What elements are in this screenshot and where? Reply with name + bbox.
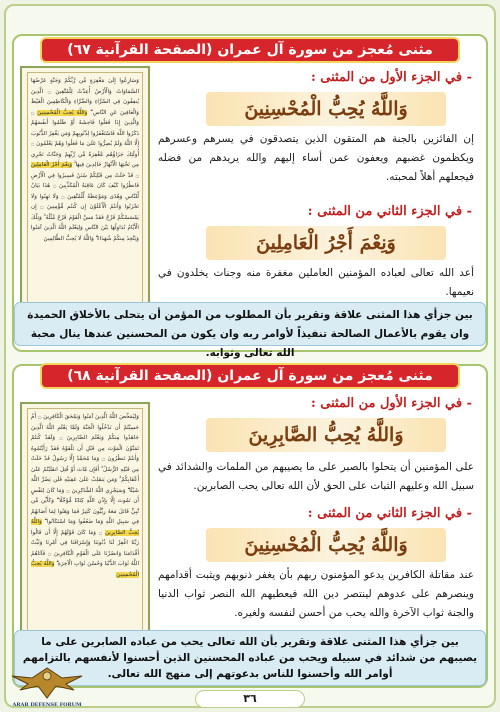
quran-text: وَسَارِعُوا إِلَىٰ مَغْفِرَةٍ مِّن رَّبِّكُمْ وَجَنَّةٍ عَرْضُهَا السَّمَاوَاتُ وَالْأَرْضُ أُعِدَّتْ لِلْمُتَّقِينَ ۝ الَّذِينَ يُنفِقُونَ فِي السَّرَّاءِ وَالضَّرَّاءِ وَالْكَاظِمِينَ الْغَيْظَ وَالْعَافِينَ عَنِ النَّاسِ ۗ — [31, 78, 140, 116]
part2-explanation: عند مقاتلة الكافرين يدعو المؤمنون ربهم بأن يغفر ذنوبهم ويثبت أقدامهم وينصرهم على عدوهم لينتصر دين الله فيعطيهم الله النصر ثواب الدنيا والجنة ثواب الآخرة والله يحب من أحسن لنفسه ولغيره. — [158, 569, 474, 619]
part2-verse: وَاللَّهُ يُحِبُّ الْمُحْسِنِينَ — [206, 528, 446, 562]
page-number: ٣٦ — [195, 690, 305, 708]
part1-explanation: إن الفائزين بالجنة هم المتقون الذين يتصدقون في يسرهم وعسرهم ويكظمون غضبهم ويعفون عمن أساء إليهم والله يريدهم من فضله فيجعلهم أهلاً لمحبته. — [158, 133, 474, 183]
part1-verse: وَاللَّهُ يُحِبُّ الصَّابِرِينَ — [206, 418, 446, 452]
quran-text: ۝ قَدْ خَلَتْ مِن قَبْلِكُمْ سُنَنٌ فَسِيرُوا فِي الْأَرْضِ فَانظُرُوا كَيْفَ كَانَ عَاقِبَةُ الْمُكَذِّبِينَ ۝ هَٰذَا بَيَانٌ لِّلنَّاسِ وَهُدًى وَمَوْعِظَةٌ لِّلْمُتَّقِينَ ۝ وَلَا تَهِنُوا وَلَا تَحْزَنُوا وَأَنتُمُ الْأَعْلَوْنَ إِن كُنتُم مُّؤْمِنِينَ ۝ إِن يَمْسَسْكُمْ قَرْحٌ فَقَدْ مَسَّ الْقَوْمَ قَرْحٌ مِّثْلُهُ ۚ وَتِلْكَ الْأَيَّامُ نُدَاوِلُهَا بَيْنَ النَّاسِ وَلِيَعْلَمَ اللَّهُ الَّذِينَ آمَنُوا وَيَتَّخِذَ مِنكُمْ شُهَدَاءَ ۗ وَاللَّهُ لَا يُحِبُّ الظَّالِمِينَ — [31, 172, 139, 242]
part2-verse: وَنِعْمَ أَجْرُ الْعَامِلِينَ — [206, 226, 446, 260]
part1-verse: وَاللَّهُ يُحِبُّ الْمُحْسِنِينَ — [206, 92, 446, 126]
part2-heading: - في الجزء الثاني من المثنى : — [307, 506, 472, 521]
logo-text: ARAB DEFENSE FORUM — [12, 702, 82, 708]
summary-68: بين جزأي هذا المثنى علاقة وتقرير بأن الله تعالى يحب من عباده الصابرين على ما يصيبهم من شدائد في سبيله ويحب من عباده المحسنين الذين أحسنوا لأنفسهم بالتزامهم أوامر الله وأحسنوا للناس بدعوتهم إلى منهج الله تعالى. — [14, 630, 486, 686]
quran-text: ۝ وَمَا كَانَ قَوْلَهُمْ إِلَّا أَن قَالُوا رَبَّنَا اغْفِرْ لَنَا ذُنُوبَنَا وَإِسْرَافَنَا فِي أَمْرِنَا وَثَبِّتْ أَقْدَامَنَا وَانصُرْنَا عَلَى الْقَوْمِ الْكَافِرِينَ ۝ فَآتَاهُمُ اللَّهُ ثَوَابَ الدُّنْيَا وَحُسْنَ ثَوَابِ الْآخِرَةِ ۗ — [31, 529, 140, 567]
quran-page-panel-68 — [20, 402, 150, 652]
part1-heading: - في الجزء الأول من المثنى : — [310, 70, 472, 85]
quran-text: وَلِيُمَحِّصَ اللَّهُ الَّذِينَ آمَنُوا وَيَمْحَقَ الْكَافِرِينَ ۝ أَمْ حَسِبْتُمْ أَن تَدْخُلُوا الْجَنَّةَ وَلَمَّا يَعْلَمِ اللَّهُ الَّذِينَ جَاهَدُوا مِنكُمْ وَيَعْلَمَ الصَّابِرِينَ ۝ وَلَقَدْ كُنتُمْ تَمَنَّوْنَ الْمَوْتَ مِن قَبْلِ أَن تَلْقَوْهُ فَقَدْ رَأَيْتُمُوهُ وَأَنتُمْ تَنظُرُونَ ۝ وَمَا مُحَمَّدٌ إِلَّا رَسُولٌ قَدْ خَلَتْ مِن قَبْلِهِ الرُّسُلُ ۚ أَفَإِن مَّاتَ أَوْ قُتِلَ انقَلَبْتُمْ عَلَىٰ أَعْقَابِكُمْ ۚ وَمَن يَنقَلِبْ عَلَىٰ عَقِبَيْهِ فَلَن يَضُرَّ اللَّهَ شَيْئًا ۗ وَسَيَجْزِي اللَّهُ الشَّاكِرِينَ ۝ وَمَا كَانَ لِنَفْسٍ أَن تَمُوتَ إِلَّا بِإِذْنِ اللَّهِ كِتَابًا مُّؤَجَّلًا ۗ وَكَأَيِّن مِّن نَّبِيٍّ قَاتَلَ مَعَهُ رِبِّيُّونَ كَثِيرٌ فَمَا وَهَنُوا لِمَا أَصَابَهُمْ فِي سَبِيلِ اللَّهِ وَمَا ضَعُفُوا وَمَا اسْتَكَانُوا ۗ — [31, 414, 140, 525]
part1-explanation: على المؤمنين أن يتحلوا بالصبر على ما يصيبهم من الملمات والشدائد في سبيل الله وعليهم الثبات على الحق لأن الله تعالى يحب الصابرين. — [158, 461, 474, 492]
quran-highlight: وَاللَّهُ يُحِبُّ الصَّابِرِينَ — [31, 519, 139, 536]
summary-67: بين جزأي هذا المثنى علاقة وتقرير بأن المطلوب من المؤمن أن يتحلى بالأخلاق الحميدة وان يقوم بالأعمال الصالحة تنفيذاً لأوامر ربه وان يكون من المحسنين عندها ينال محبة الله تعالى وثوابه. — [14, 302, 486, 346]
part2-heading: - في الجزء الثاني من المثنى : — [307, 204, 472, 219]
quran-highlight: وَاللَّهُ يُحِبُّ الْمُحْسِنِينَ — [31, 561, 139, 578]
section-title-67: مثنى مُعجز من سورة آل عمران (الصفحة القرآنية ٦٧) — [40, 37, 460, 63]
eagle-logo-icon — [2, 664, 92, 710]
part1-heading: - في الجزء الأول من المثنى : — [310, 396, 472, 411]
quran-highlight: وَاللَّهُ يُحِبُّ الْمُحْسِنِينَ — [37, 109, 88, 116]
part2-explanation: أعد الله تعالى لعباده المؤمنين العاملين مغفرة منه وجنات يخلدون في نعيمها. — [158, 267, 474, 298]
section-title-68: مثنى مُعجز من سورة آل عمران (الصفحة القرآنية ٦٨) — [40, 363, 460, 389]
quran-highlight: وَنِعْمَ أَجْرُ الْعَامِلِينَ — [31, 162, 73, 168]
quran-page-panel-67 — [20, 66, 150, 320]
quran-text: ۝ وَالَّذِينَ إِذَا فَعَلُوا فَاحِشَةً أَوْ ظَلَمُوا أَنفُسَهُمْ ذَكَرُوا اللَّهَ فَاسْتَغْفَرُوا لِذُنُوبِهِمْ وَمَن يَغْفِرُ الذُّنُوبَ إِلَّا اللَّهُ وَلَمْ يُصِرُّوا عَلَىٰ مَا فَعَلُوا وَهُمْ يَعْلَمُونَ ۝ أُولَٰئِكَ جَزَاؤُهُم مَّغْفِرَةٌ مِّن رَّبِّهِمْ وَجَنَّاتٌ تَجْرِي مِن تَحْتِهَا الْأَنْهَارُ خَالِدِينَ فِيهَا ۚ — [31, 109, 140, 168]
